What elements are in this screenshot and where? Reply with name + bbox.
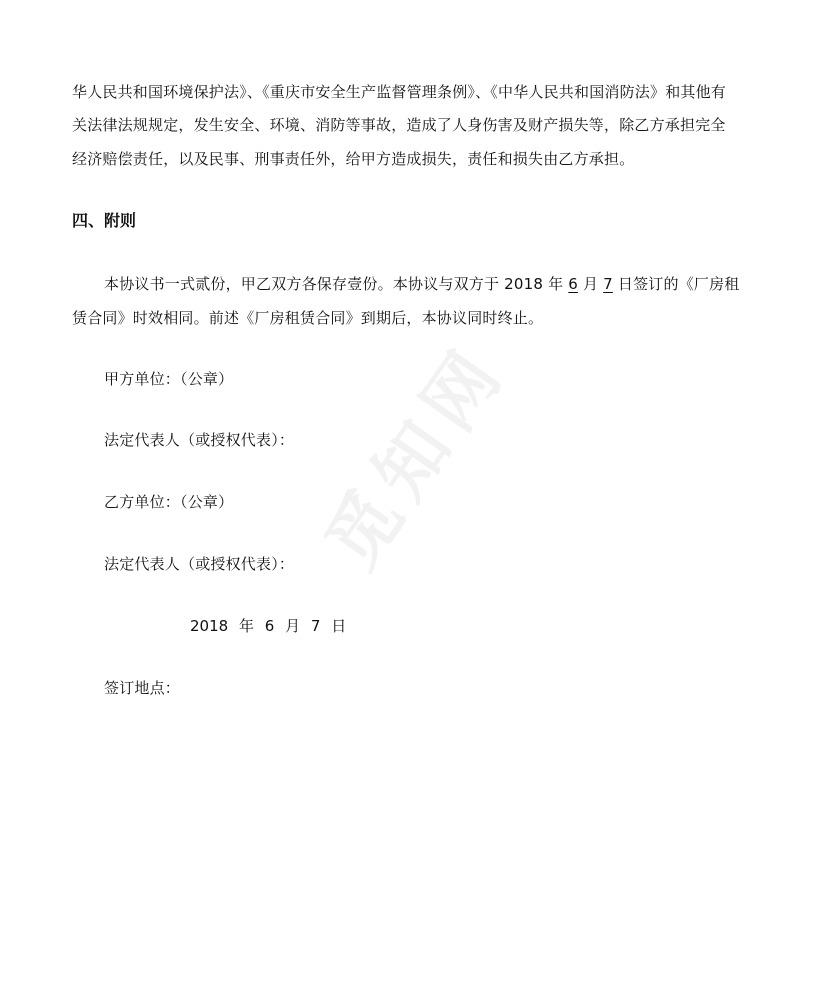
- clause-line-3: 经济赔偿责任，以及民事、刑事责任外，给甲方造成损失，责任和损失由乙方承担。: [72, 150, 635, 168]
- appendix-text-mid: 月: [578, 275, 604, 293]
- date-year: 2018: [190, 617, 229, 635]
- clause-line-2: 关法律法规规定，发生安全、环境、消防等事故，造成了人身伤害及财产损失等，除乙方承担完全: [72, 116, 726, 134]
- date-month: 6: [264, 617, 275, 635]
- appendix-text-suffix: 日签订的《厂房租: [612, 275, 740, 293]
- date-day: 7: [310, 617, 321, 635]
- party-a-representative: 法定代表人（或授权代表）：: [104, 431, 295, 449]
- appendix-paragraph-line-2: 赁合同》时效相同。前述《厂房租赁合同》到期后，本协议同时终止。: [72, 309, 544, 327]
- watermark: 觅知网: [309, 328, 523, 583]
- signing-place-label: 签订地点：: [104, 679, 181, 697]
- party-a-unit: 甲方单位：（公章）: [104, 370, 234, 388]
- signing-date: [190, 615, 352, 637]
- section-heading: 四、附则: [72, 211, 137, 230]
- appendix-month: 6: [568, 275, 579, 293]
- appendix-text-prefix: 本协议书一式贰份，甲乙双方各保存壹份。本协议与双方于 2018 年: [104, 275, 569, 293]
- appendix-day: 7: [603, 275, 613, 293]
- date-year-label: 年: [238, 617, 254, 635]
- clause-line-1: 华人民共和国环境保护法》、《重庆市安全生产监督管理条例》、《中华人民共和国消防法》和其他有: [72, 83, 727, 101]
- party-b-representative: 法定代表人（或授权代表）：: [104, 555, 295, 573]
- date-day-label: 日: [331, 617, 347, 635]
- date-month-label: 月: [285, 617, 301, 635]
- appendix-paragraph-line-1: [104, 273, 740, 295]
- party-b-unit: 乙方单位：（公章）: [104, 493, 234, 511]
